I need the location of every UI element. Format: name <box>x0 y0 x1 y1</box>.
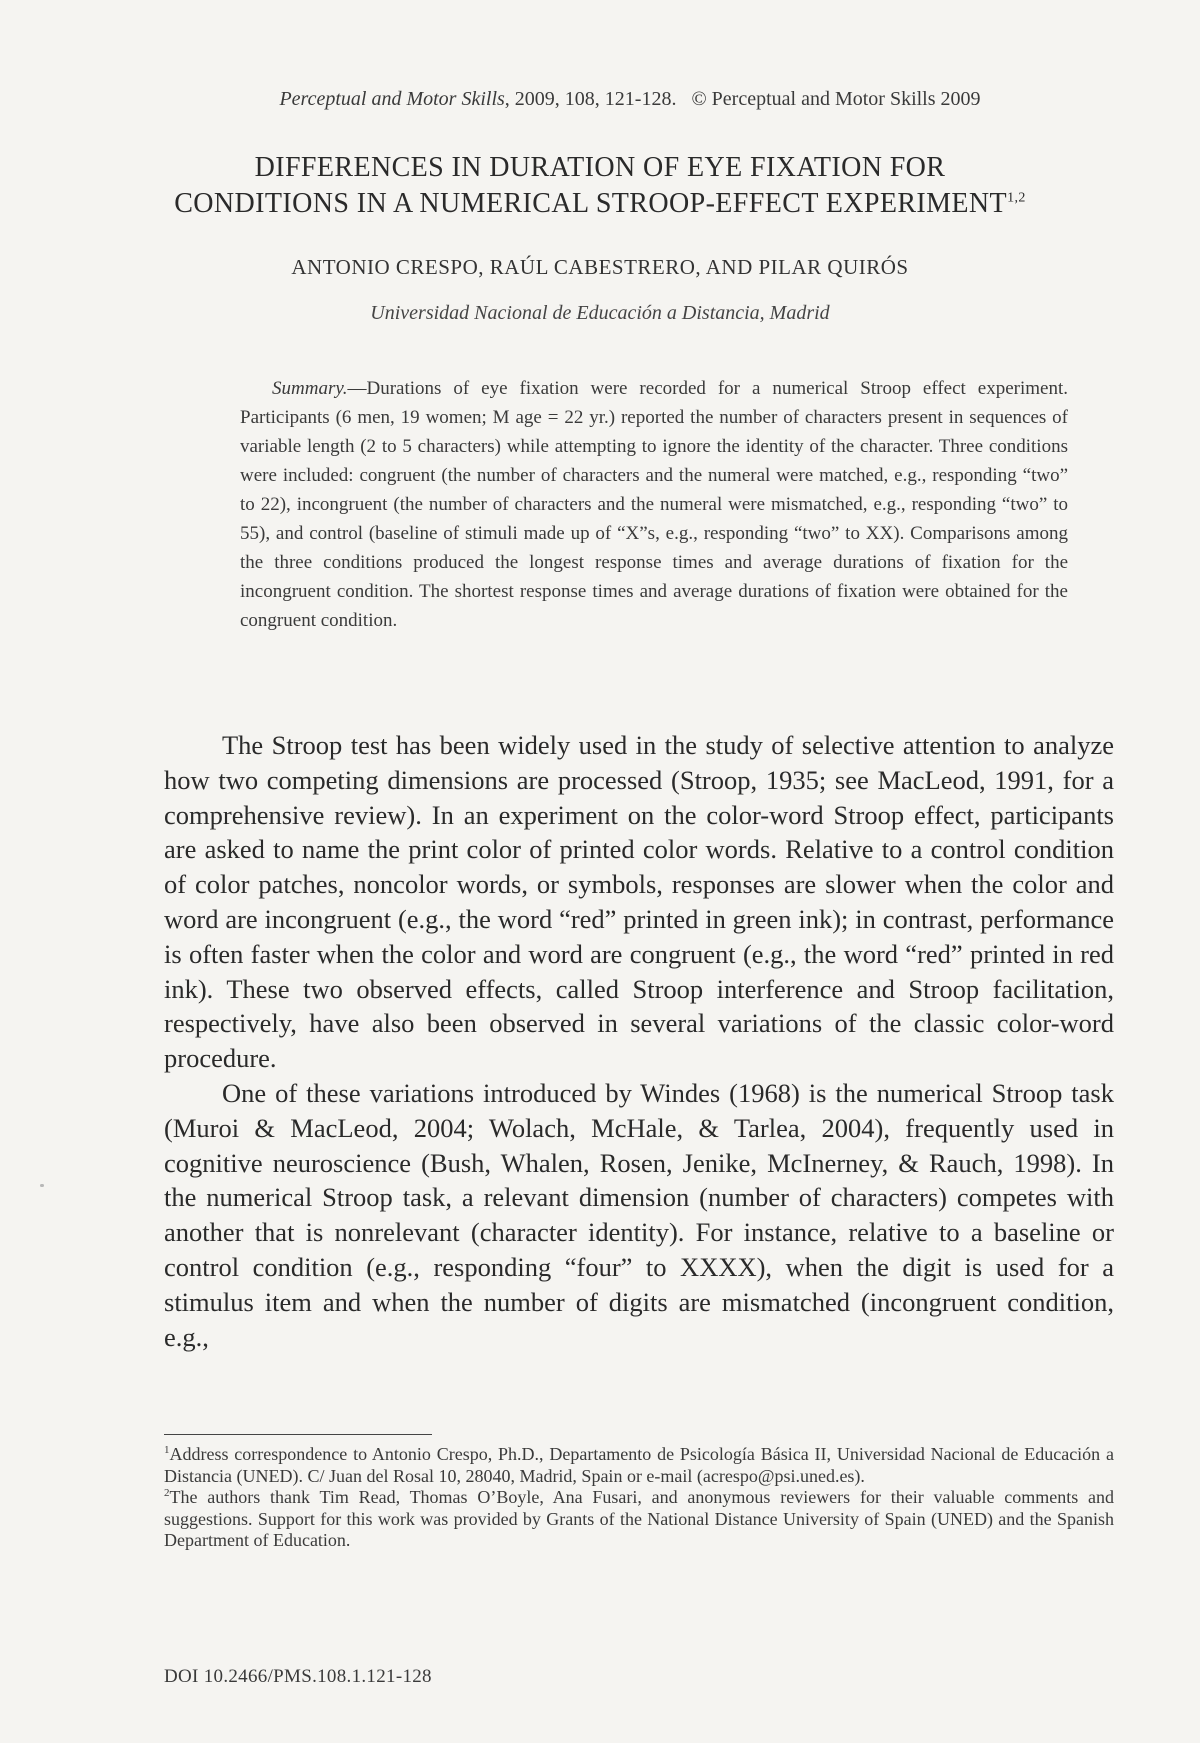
footnote-2-mark: 2 <box>164 1487 170 1499</box>
footnote-1-mark: 1 <box>164 1444 170 1456</box>
summary-abstract <box>240 374 1068 635</box>
journal-name: Perceptual and Motor Skills <box>279 88 505 110</box>
doi: DOI 10.2466/PMS.108.1.121-128 <box>164 1666 432 1687</box>
title-line-1: DIFFERENCES IN DURATION OF EYE FIXATION FOR <box>254 152 946 183</box>
copyright-notice: © Perceptual and Motor Skills 2009 <box>691 88 981 110</box>
title-line-2-text: CONDITIONS IN A NUMERICAL STROOP-EFFECT EXPERIMENT <box>174 188 1008 219</box>
footnote-1 <box>164 1444 1114 1487</box>
citation: , 2009, 108, 121-128. <box>504 88 677 110</box>
affiliation: Universidad Nacional de Educación a Distancia, Madrid <box>370 302 830 324</box>
footnotes <box>164 1444 1114 1552</box>
summary-label: Summary. <box>272 378 348 399</box>
footnote-separator <box>164 1434 432 1435</box>
article-title <box>130 150 1070 222</box>
scan-speck <box>40 1184 44 1187</box>
title-footnote-marks: 1,2 <box>1007 190 1026 206</box>
footnote-2-text: The authors thank Tim Read, Thomas O’Boyle, Ana Fusari, and anonymous reviewers for their valuable comments and suggestions. Support for this work was provided by Grants of the National Distance University of Spain (UNED) and the Spanish Department of Education. <box>164 1487 1114 1550</box>
footnote-2 <box>164 1487 1114 1552</box>
running-head <box>200 88 1060 111</box>
author-list: ANTONIO CRESPO, RAÚL CABESTRERO, AND PILAR QUIRÓS <box>291 255 909 279</box>
body-paragraph-1: The Stroop test has been widely used in the study of selective attention to analyze how two competing dimensions are processed (Stroop, 1935; see MacLeod, 1991, for a comprehensive review). In an experiment on the color-word Stroop effect, participants are asked to name the print color of printed color words. Relative to a control condition of color patches, noncolor words, or symbols, responses are slower when the color and word are incongruent (e.g., the word “red” printed in green ink); in contrast, performance is often faster when the color and word are congruent (e.g., the word “red” printed in red ink). These two observed effects, called Stroop interference and Stroop facilitation, respectively, have also been observed in several variations of the classic color-word procedure. <box>164 730 1114 1074</box>
title-line-2 <box>130 186 1070 222</box>
body-text <box>164 728 1114 1354</box>
footnote-1-text: Address correspondence to Antonio Crespo, Ph.D., Departamento de Psicología Básica II, Universidad Nacional de Educación a Distancia (UNED). C/ Juan del Rosal 10, 28040, Madrid, Spain or e-mail (acrespo@psi.uned.es). <box>164 1444 1114 1486</box>
body-paragraph-2: One of these variations introduced by Windes (1968) is the numerical Stroop task (Muroi & MacLeod, 2004; Wolach, McHale, & Tarlea, 2004), frequently used in cognitive neuroscience (Bush, Whalen, Rosen, Jenike, McInerney, & Rauch, 1998). In the numerical Stroop task, a relevant dimension (number of characters) competes with another that is nonrelevant (character identity). For instance, relative to a baseline or control condition (e.g., responding “four” to XXXX), when the digit is used for a stimulus item and when the number of digits are mismatched (incongruent condition, e.g., <box>164 1077 1114 1352</box>
summary-text: —Durations of eye fixation were recorded for a numerical Stroop effect experiment. Participants (6 men, 19 women; M age = 22 yr.) reported the number of characters present in sequences of variable length (2 to 5 characters) while attempting to ignore the identity of the character. Three conditions were included: congruent (the number of characters and the numeral were matched, e.g., responding “two” to 22), incongruent (the number of characters and the numeral were mismatched, e.g., responding “two” to 55), and control (baseline of stimuli made up of “X”s, e.g., responding “two” to XX). Comparisons among the three conditions produced the longest response times and average durations of fixation for the incongruent condition. The shortest response times and average durations of fixation were obtained for the congruent condition. <box>240 378 1068 631</box>
